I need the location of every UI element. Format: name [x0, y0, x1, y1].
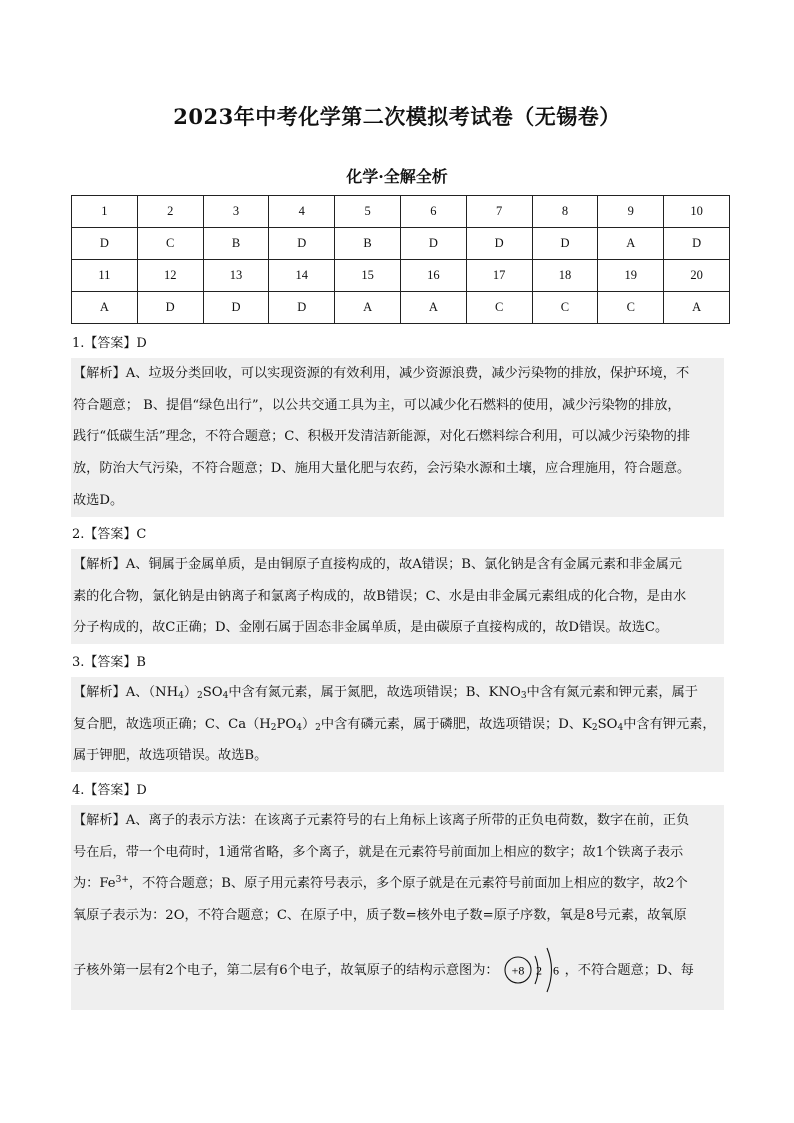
- q2-explanation: [71, 549, 724, 644]
- q4-explanation: [71, 805, 724, 1010]
- question-number-cell: 3: [203, 196, 269, 228]
- answer-letter-cell: B: [335, 228, 401, 260]
- q4-line-5: 子核外第一层有2个电子，第二层有6个电子，故氧原子的结构示意图为： +8 2 6 ，不符合题意；D、每: [73, 932, 722, 1010]
- question-number-cell: 14: [269, 260, 335, 292]
- answer-letter-cell: A: [400, 292, 466, 324]
- q3-answer-head: 3.【答案】B: [72, 655, 146, 670]
- q3-line-2: 复合肥，故选项正确；C、$Ca(H_2PO_4)_2$中含有磷元素，属于磷肥，故选项错误；D、$K_2SO_4$中含有钾元素，: [73, 716, 716, 733]
- answer-letter-cell: D: [532, 228, 598, 260]
- question-number-cell: 4: [269, 196, 335, 228]
- nucleus-charge-label: +8: [511, 963, 524, 978]
- question-number-cell: 13: [203, 260, 269, 292]
- q4-line-4: 氧原子表示为：2O，不符合题意；C、在原子中，质子数=核外电子数=原子序数，氧是8号元素，故氧原: [73, 908, 687, 924]
- question-number-cell: 7: [466, 196, 532, 228]
- q2-line: 分子构成的，故C正确；D、金刚石属于固态非金属单质，是由碳原子直接构成的，故D错误。故选C。: [73, 620, 669, 636]
- question-number-row: [72, 260, 730, 292]
- answer-table: [71, 195, 730, 324]
- question-number-cell: 12: [137, 260, 203, 292]
- answer-letter-cell: A: [335, 292, 401, 324]
- page-subtitle: 化学·全解全析: [346, 167, 448, 186]
- page-title: 2023年中考化学第二次模拟考试卷（无锡卷）: [173, 104, 621, 129]
- answer-letter-cell: D: [72, 228, 138, 260]
- q1-line: 故选D。: [73, 492, 124, 508]
- q3-line-3: 属于钾肥，故选项错误。故选B。: [73, 748, 268, 764]
- question-number-cell: 20: [664, 260, 730, 292]
- shell-2-electrons-label: 6: [552, 963, 559, 978]
- q4-line-1: 【解析】A、离子的表示方法：在该离子元素符号的右上角标上该离子所带的正负电荷数，数字在前，正负: [73, 813, 690, 828]
- answer-letter-row: [72, 292, 730, 324]
- q3-explanation: [71, 677, 724, 772]
- shell-1-electrons-label: 2: [535, 963, 542, 978]
- question-number-cell: 9: [598, 196, 664, 228]
- q4-line-3: 为：$Fe^{3+}$，不符合题意；B、原子用元素符号表示，多个原子就是在元素符号前面加上相应的数字，故2个: [73, 875, 688, 892]
- q1-answer-head: 1.【答案】D: [72, 336, 147, 351]
- answer-letter-cell: A: [72, 292, 138, 324]
- question-number-cell: 11: [72, 260, 138, 292]
- answer-letter-row: [72, 228, 730, 260]
- q1-line: 放，防治大气污染，不符合题意；D、施用大量化肥与农药，会污染水源和土壤，应合理施用，符合题意。: [73, 461, 691, 477]
- question-number-cell: 2: [137, 196, 203, 228]
- question-number-cell: 18: [532, 260, 598, 292]
- answer-letter-cell: C: [598, 292, 664, 324]
- answer-letter-cell: A: [664, 292, 730, 324]
- answer-letter-cell: B: [203, 228, 269, 260]
- question-number-cell: 5: [335, 196, 401, 228]
- answer-letter-cell: A: [598, 228, 664, 260]
- q1-line: 践行“低碳生活”理念，不符合题意；C、积极开发清洁新能源，对化石燃料综合利用，可以减少污染物的排: [73, 429, 691, 445]
- oxygen-atom-structure-diagram: [501, 938, 563, 1002]
- question-number-cell: 16: [400, 260, 466, 292]
- question-number-row: [72, 196, 730, 228]
- q1-line: 符合题意； B、提倡“绿色出行”，以公共交通工具为主，可以减少化石燃料的使用，减少污染物的排放，: [73, 397, 681, 413]
- q2-line: 【解析】A、铜属于金属单质，是由铜原子直接构成的，故A错误；B、氯化钠是含有金属元素和非金属元: [73, 557, 682, 572]
- answer-letter-cell: D: [269, 228, 335, 260]
- question-number-cell: 19: [598, 260, 664, 292]
- answer-letter-cell: D: [203, 292, 269, 324]
- answer-letter-cell: C: [466, 292, 532, 324]
- q2-line: 素的化合物，氯化钠是由钠离子和氯离子构成的，故B错误；C、水是由非金属元素组成的化合物，是由水: [73, 588, 687, 604]
- q1-explanation: [71, 358, 724, 517]
- answer-letter-cell: D: [269, 292, 335, 324]
- question-number-cell: 1: [72, 196, 138, 228]
- answer-letter-cell: D: [664, 228, 730, 260]
- question-number-cell: 6: [400, 196, 466, 228]
- question-number-cell: 15: [335, 260, 401, 292]
- q1-line: 【解析】A、垃圾分类回收，可以实现资源的有效利用，减少资源浪费，减少污染物的排放，保护环境，不: [73, 366, 690, 381]
- question-number-cell: 17: [466, 260, 532, 292]
- q4-answer-head: 4.【答案】D: [72, 783, 147, 798]
- q3-line-1: 【解析】A、$(NH_4)_2SO_4$中含有氮元素，属于氮肥，故选项错误；B、$KNO_3$中含有氮元素和钾元素，属于: [73, 685, 698, 701]
- answer-letter-cell: D: [137, 292, 203, 324]
- answer-letter-cell: C: [532, 292, 598, 324]
- answer-letter-cell: D: [400, 228, 466, 260]
- q2-answer-head: 2.【答案】C: [72, 527, 147, 542]
- answer-letter-cell: D: [466, 228, 532, 260]
- answer-letter-cell: C: [137, 228, 203, 260]
- q4-line-2: 号在后，带一个电荷时，1通常省略，多个离子，就是在元素符号前面加上相应的数字；故1个铁离子表示: [73, 844, 684, 860]
- question-number-cell: 8: [532, 196, 598, 228]
- question-number-cell: 10: [664, 196, 730, 228]
